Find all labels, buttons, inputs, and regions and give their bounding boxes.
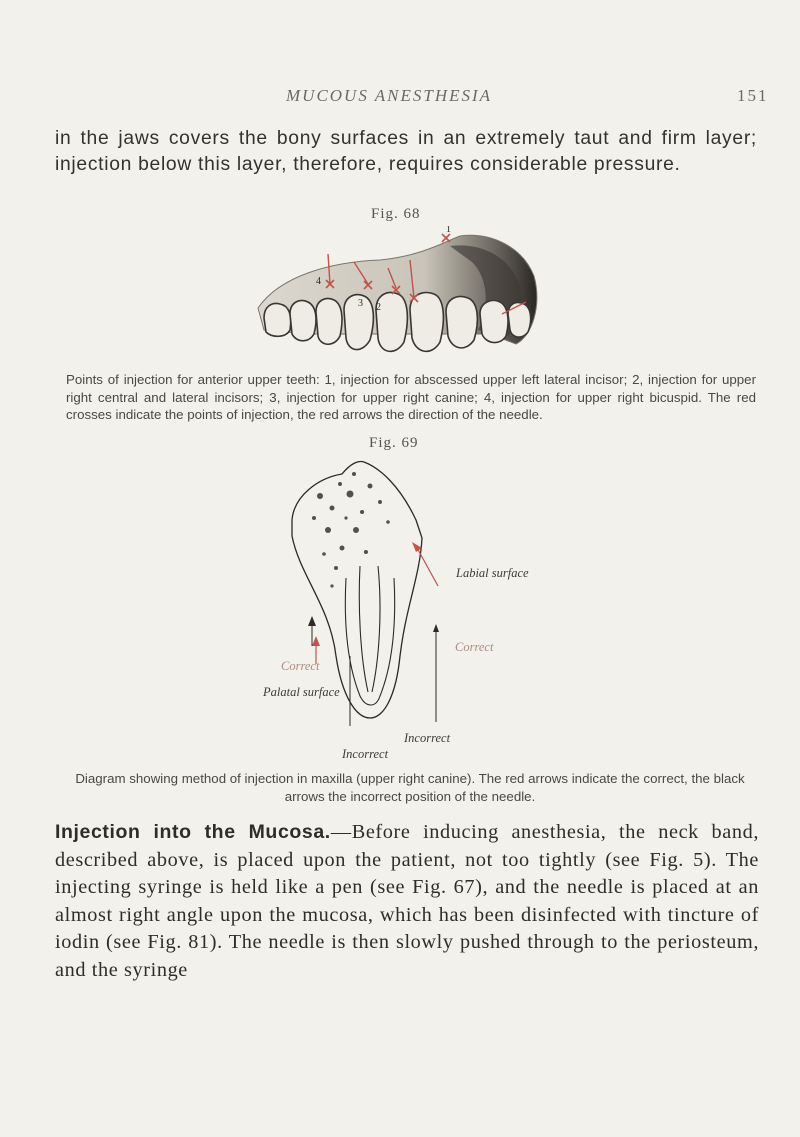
marker-3: 3: [358, 298, 363, 309]
label-correct-left: Correct: [281, 659, 320, 673]
figure-68-illustration: [250, 226, 540, 360]
tooth: [508, 302, 531, 337]
body-paragraph-2: [55, 819, 759, 984]
marker-2: 2: [376, 302, 381, 313]
tooth: [290, 301, 316, 341]
body-paragraph-1: in the jaws covers the bony surfaces in an extremely taut and firm layer; injection below this layer, therefore, requires considerable pressure.: [55, 128, 757, 175]
label-incorrect-bottom: Incorrect: [342, 747, 389, 761]
figure-69-label: Fig. 69: [369, 435, 419, 451]
label-incorrect-right: Incorrect: [404, 731, 451, 745]
body-paragraph-2-text: —Before inducing anesthesia, the neck band, described above, is placed upon the patient, not too tightly (see Fig. 5). The injecting syringe is held like a pen (see Fig. 67), and the needle is placed at an almost right angle upon the mucosa, which has been disinfected with tincture of iodin (see Fig. 81). The needle is then slowly pushed through to the periosteum, and the syringe: [55, 821, 759, 981]
marker-1: 1: [446, 226, 451, 235]
figure-68-caption: Points of injection for anterior upper teeth: 1, injection for abscessed upper left lateral incisor; 2, injection for upper right central and lateral incisors; 3, injection for upper right canine; 4, injection for upper right bicuspid. The red crosses indicate the points of injection, the red arrows the direction of the needle.: [66, 372, 756, 422]
section-heading: Injection into the Mucosa.: [55, 821, 331, 843]
tooth: [264, 304, 291, 337]
tooth: [480, 301, 508, 343]
figure-68-label: Fig. 68: [371, 206, 421, 222]
tooth: [410, 293, 443, 352]
figure-69-diagram: [270, 456, 470, 746]
marker-4: 4: [316, 276, 321, 287]
teeth: [264, 293, 531, 352]
tooth-outline: [345, 566, 394, 705]
tooth: [316, 299, 342, 345]
correct-arrowheads: [312, 542, 422, 646]
bone-outline: [292, 462, 422, 719]
figure-69-caption: Diagram showing method of injection in maxilla (upper right canine). The red arrows indicate the correct, the black arrows the incorrect position of the needle.: [75, 771, 745, 804]
incorrect-needle-lines: [312, 620, 436, 726]
running-head: [0, 86, 800, 110]
running-title: MUCOUS ANESTHESIA: [286, 86, 493, 105]
incorrect-arrowheads: [308, 616, 439, 632]
label-palatal-surface: Palatal surface: [263, 685, 340, 699]
label-labial-surface: Labial surface: [456, 566, 529, 580]
label-correct-right: Correct: [455, 640, 494, 654]
tooth: [446, 297, 477, 348]
page-number: 151: [737, 86, 769, 105]
